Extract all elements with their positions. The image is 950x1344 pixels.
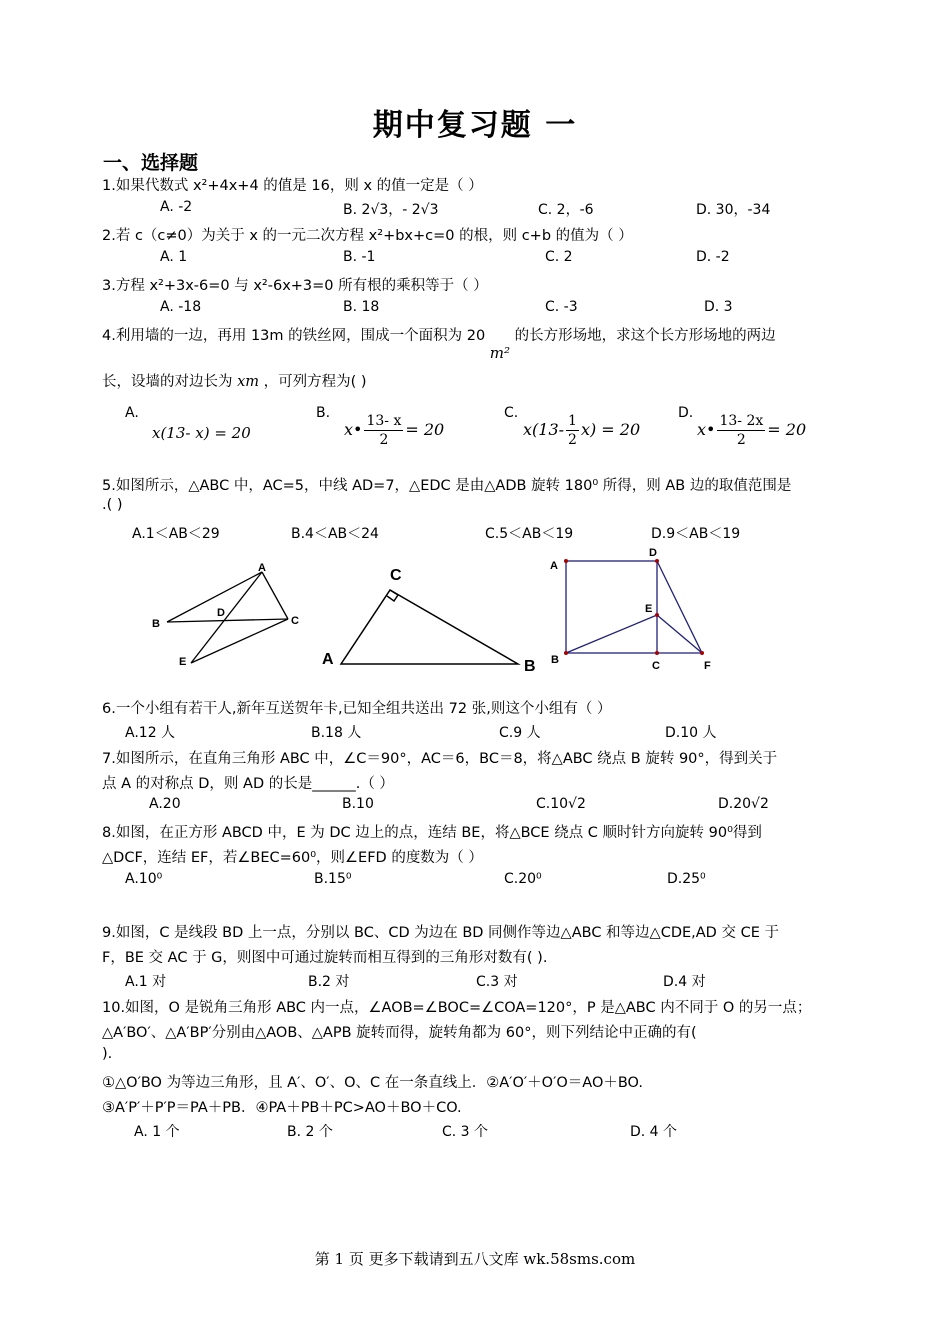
figure-right-triangle xyxy=(318,560,548,675)
fig2-label-b: B xyxy=(524,658,536,675)
q8-stem-line1: 8.如图，在正方形 ABCD 中，E 为 DC 边上的点，连结 BE，将△BCE 绕点 C 顺时针方向旋转 90⁰得到 xyxy=(102,825,762,841)
q10-option-d: D. 4 个 xyxy=(630,1124,678,1140)
q4-option-a-label: A. xyxy=(125,405,139,421)
fig3-label-a: A xyxy=(550,560,558,572)
section-heading: 一、选择题 xyxy=(103,152,199,174)
q10-stem-line3: ). xyxy=(102,1046,113,1062)
figure-square-rotation xyxy=(545,545,725,675)
q5-option-b: B.4＜AB＜24 xyxy=(291,526,379,542)
q4-stem-line2 xyxy=(102,370,367,391)
q7-stem-line2: 点 A 的对称点 D，则 AD 的长是______.（ ） xyxy=(102,776,394,792)
q6-option-c: C.9 人 xyxy=(499,725,541,741)
q4-d-pre: x• xyxy=(697,420,716,439)
q9-stem-line2: F，BE 交 AC 于 G，则图中可通过旋转而相互得到的三角形对数有( ). xyxy=(102,950,548,966)
q10-option-b: B. 2 个 xyxy=(287,1124,333,1140)
fig1-label-b: B xyxy=(152,618,160,630)
q6-option-d: D.10 人 xyxy=(665,725,717,741)
fig1-label-a: A xyxy=(258,562,266,574)
q4-b-numerator: 13- x xyxy=(366,413,402,429)
fig3-point-b xyxy=(564,651,568,655)
q4-c-denominator: 2 xyxy=(568,432,577,448)
q4-c-post: x) = 20 xyxy=(580,420,641,439)
q7-option-b: B.10 xyxy=(342,796,374,812)
q1-option-c: C. 2，-6 xyxy=(538,202,594,218)
fig3-segment-be xyxy=(566,615,657,653)
q1-stem: 1.如果代数式 x²+4x+4 的值是 16，则 x 的值一定是（ ） xyxy=(102,178,483,194)
fig1-segment-ac xyxy=(262,572,288,619)
fig1-segment-bc xyxy=(167,619,288,622)
q10-stem-line1: 10.如图，O 是锐角三角形 ABC 内一点，∠AOB=∠BOC=∠COA=120°，P 是△ABC 内不同于 O 的另一点； xyxy=(102,1000,812,1016)
q4-option-b-label: B. xyxy=(316,405,331,421)
fig3-point-c xyxy=(655,651,659,655)
q9-option-b: B.2 对 xyxy=(308,974,350,990)
q2-option-b: B. -1 xyxy=(343,249,376,265)
fig1-label-e: E xyxy=(179,656,187,668)
q9-option-a: A.1 对 xyxy=(125,974,167,990)
q4-stem-part1b: 的长方形场地，求这个长方形场地的两边 xyxy=(514,328,776,344)
q4-d-numerator: 13- 2x xyxy=(719,413,764,429)
q7-option-c: C.10√2 xyxy=(536,796,586,812)
fig1-segment-ba xyxy=(167,572,262,622)
q4-d-fraction xyxy=(717,412,765,449)
q5-stem-line1: 5.如图所示，△ABC 中，AC=5，中线 AD=7，△EDC 是由△ADB 旋转 180⁰ 所得，则 AB 边的取值范围是 xyxy=(102,478,792,494)
q4-b-post: = 20 xyxy=(405,420,445,439)
fig1-label-c: C xyxy=(291,615,299,627)
q4-b-pre: x• xyxy=(344,420,363,439)
q5-option-d: D.9＜AB＜19 xyxy=(651,526,741,542)
q4-stem-part2: 长，设墙的对边长为 xyxy=(102,374,233,390)
q3-option-a: A. -18 xyxy=(160,299,202,315)
q4-option-b-expr xyxy=(344,412,444,449)
fig3-label-e: E xyxy=(645,603,653,615)
q4-unit: m² xyxy=(489,344,511,362)
q4-stem-part2b: ，可列方程为( ) xyxy=(263,374,367,390)
page-footer: 第 1 页 更多下载请到五八文库 wk.58sms.com xyxy=(314,1250,636,1268)
fig3-label-d: D xyxy=(649,547,657,559)
q10-statement-1-2: ①△O′BO 为等边三角形，且 A′、O′、O、C 在一条直线上．②A′O′＋O′O＝AO＋BO. xyxy=(102,1075,643,1091)
fig2-label-a: A xyxy=(322,651,334,668)
q5-option-a: A.1＜AB＜29 xyxy=(132,526,220,542)
q4-option-c-expr xyxy=(523,412,640,449)
q4-option-d-expr xyxy=(697,412,806,449)
page-title: 期中复习题 一 xyxy=(372,108,578,143)
fig3-point-f xyxy=(700,651,704,655)
fig2-triangle xyxy=(341,590,518,664)
q10-option-c: C. 3 个 xyxy=(442,1124,489,1140)
q4-d-post: = 20 xyxy=(767,420,807,439)
q6-stem: 6.一个小组有若干人,新年互送贺年卡,已知全组共送出 72 张,则这个小组有（ ） xyxy=(102,701,612,717)
fig3-label-c: C xyxy=(652,660,660,672)
fig3-point-d xyxy=(655,559,659,563)
q10-option-a: A. 1 个 xyxy=(134,1124,180,1140)
q8-option-b: B.15⁰ xyxy=(314,871,352,887)
q1-option-d: D. 30，-34 xyxy=(696,202,771,218)
q3-option-c: C. -3 xyxy=(545,299,578,315)
q4-c-numerator: 1 xyxy=(568,413,577,429)
q7-option-d: D.20√2 xyxy=(718,796,769,812)
q4-b-denominator: 2 xyxy=(379,432,389,448)
q5-stem-line2: .( ) xyxy=(102,497,123,513)
q2-option-d: D. -2 xyxy=(696,249,730,265)
fig3-label-f: F xyxy=(704,660,711,672)
q9-stem-line1: 9.如图，C 是线段 BD 上一点，分别以 BC、CD 为边在 BD 同侧作等边△ABC 和等边△CDE,AD 交 CE 于 xyxy=(102,925,779,941)
q4-option-d-label: D. xyxy=(678,405,694,421)
fig3-segment-ef xyxy=(657,615,702,653)
fig3-point-a xyxy=(564,559,568,563)
q4-c-pre: x(13- xyxy=(523,420,565,439)
q8-stem-line2: △DCF，连结 EF，若∠BEC=60⁰，则∠EFD 的度数为（ ） xyxy=(102,850,483,866)
q4-d-denominator: 2 xyxy=(736,432,746,448)
q7-option-a: A.20 xyxy=(149,796,181,812)
q6-option-b: B.18 人 xyxy=(311,725,362,741)
q3-option-d: D. 3 xyxy=(704,299,733,315)
q2-stem: 2.若 c（c≠0）为关于 x 的一元二次方程 x²+bx+c=0 的根，则 c+b 的值为（ ） xyxy=(102,228,633,244)
fig1-segment-ae xyxy=(191,572,262,663)
q4-c-fraction xyxy=(566,412,579,449)
q6-option-a: A.12 人 xyxy=(125,725,176,741)
fig3-point-e xyxy=(655,613,659,617)
fig1-segment-ec xyxy=(191,619,288,663)
q2-option-c: C. 2 xyxy=(545,249,573,265)
q5-option-c: C.5＜AB＜19 xyxy=(485,526,574,542)
fig2-label-c: C xyxy=(390,567,402,584)
q9-option-d: D.4 对 xyxy=(663,974,706,990)
q9-option-c: C.3 对 xyxy=(476,974,518,990)
q10-statement-3-4: ③A′P′＋P′P＝PA＋PB．④PA＋PB＋PC>AO＋BO＋CO. xyxy=(102,1100,462,1116)
fig1-label-d: D xyxy=(217,607,225,619)
q4-stem-line1 xyxy=(102,324,776,362)
fig3-label-b: B xyxy=(551,654,559,666)
q4-b-fraction xyxy=(364,412,403,449)
q8-option-d: D.25⁰ xyxy=(667,871,706,887)
q1-option-a: A. -2 xyxy=(160,199,193,215)
q4-option-c-label: C. xyxy=(504,405,519,421)
q2-option-a: A. 1 xyxy=(160,249,188,265)
q7-stem-line1: 7.如图所示，在直角三角形 ABC 中，∠C＝90°，AC＝6，BC＝8，将△ABC 绕点 B 旋转 90°，得到关于 xyxy=(102,751,778,767)
q8-option-a: A.10⁰ xyxy=(125,871,163,887)
fig3-segment-df xyxy=(657,561,702,653)
q3-stem: 3.方程 x²+3x-6=0 与 x²-6x+3=0 所有根的乘积等于（ ） xyxy=(102,278,488,294)
q1-option-b: B. 2√3，- 2√3 xyxy=(343,202,439,218)
q4-variable: xm xyxy=(237,374,260,390)
q10-stem-line2: △A′BO′、△A′BP′分别由△AOB、△APB 旋转而得，旋转角都为 60°，则下列结论中正确的有( xyxy=(102,1025,697,1041)
q8-option-c: C.20⁰ xyxy=(504,871,542,887)
figure-triangle-median xyxy=(150,555,310,675)
q4-option-a-expr: x(13- x) = 20 xyxy=(152,424,251,442)
fig3-square xyxy=(566,561,657,653)
q4-stem-part1: 4.利用墙的一边，再用 13m 的铁丝网，围成一个面积为 20 xyxy=(102,328,486,344)
q3-option-b: B. 18 xyxy=(343,299,380,315)
